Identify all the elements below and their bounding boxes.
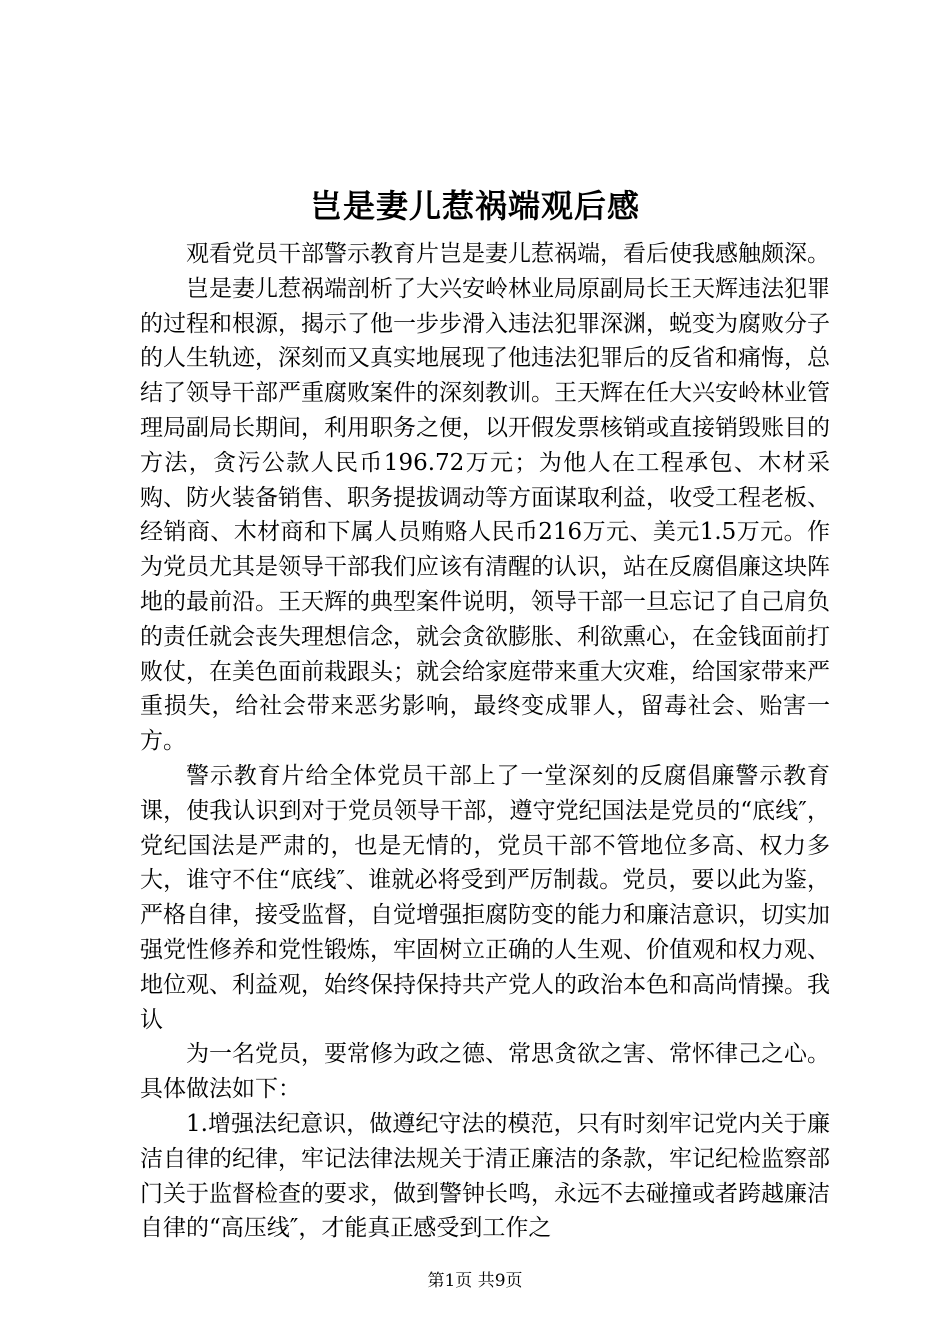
page-footer: 第1页 共9页 xyxy=(427,1271,523,1291)
paragraph-intro: 观看党员干部警示教育片岂是妻儿惹祸端，看后使我感触颇深。 xyxy=(186,241,830,267)
paragraph-lesson: 警示教育片给全体党员干部上了一堂深刻的反腐倡廉警示教育课，使我认识到对于党员领导干部，遵守党纪国法是党员的“底线″，党纪国法是严肃的，也是无情的，党员干部不管地位多高、权力多大，谁守不住“底线″、谁就必将受到严厉制裁。党员，要以此为鉴，严格自律，接受监督，自觉增强拒腐防变的能力和廉洁意识，切实加强党性修养和党性锻炼，牢固树立正确的人生观、价值观和权力观、地位观、利益观，始终保持保持共产党人的政治本色和高尚情操。我认 xyxy=(140,762,830,1033)
document-body xyxy=(140,237,830,1246)
paragraph-case-analysis: 岂是妻儿惹祸端剖析了大兴安岭林业局原副局长王天辉违法犯罪的过程和根源，揭示了他一步步滑入违法犯罪深渊，蜕变为腐败分子的人生轨迹，深刻而又真实地展现了他违法犯罪后的反省和痛悔，总结了领导干部严重腐败案件的深刻教训。王天辉在任大兴安岭林业管理局副局长期间，利用职务之便，以开假发票核销或直接销毁账目的方法，贪污公款人民币196.72万元；为他人在工程承包、木材采购、防火装备销售、职务提拔调动等方面谋取利益，收受工程老板、经销商、木材商和下属人员贿赂人民币216万元、美元1.5万元。作为党员尤其是领导干部我们应该有清醒的认识，站在反腐倡廉这块阵地的最前沿。王天辉的典型案件说明，领导干部一旦忘记了自己肩负的责任就会丧失理想信念，就会贪欲膨胀、利欲熏心，在金钱面前打败仗，在美色面前栽跟头；就会给家庭带来重大灾难，给国家带来严重损失，给社会带来恶劣影响，最终变成罪人，留毒社会、贻害一方。 xyxy=(140,275,830,755)
paragraph-item-1: 1.增强法纪意识，做遵纪守法的模范，只有时刻牢记党内关于廉洁自律的纪律，牢记法律法规关于清正廉洁的条款，牢记纪检监察部门关于监督检查的要求，做到警钟长鸣，永远不去碰撞或者跨越廉洁自律的“高压线″，才能真正感受到工作之 xyxy=(140,1110,830,1242)
paragraph-approach: 为一名党员，要常修为政之德、常思贪欲之害、常怀律己之心。具体做法如下： xyxy=(140,1041,830,1103)
document-title: 岂是妻儿惹祸端观后感 xyxy=(309,187,640,225)
